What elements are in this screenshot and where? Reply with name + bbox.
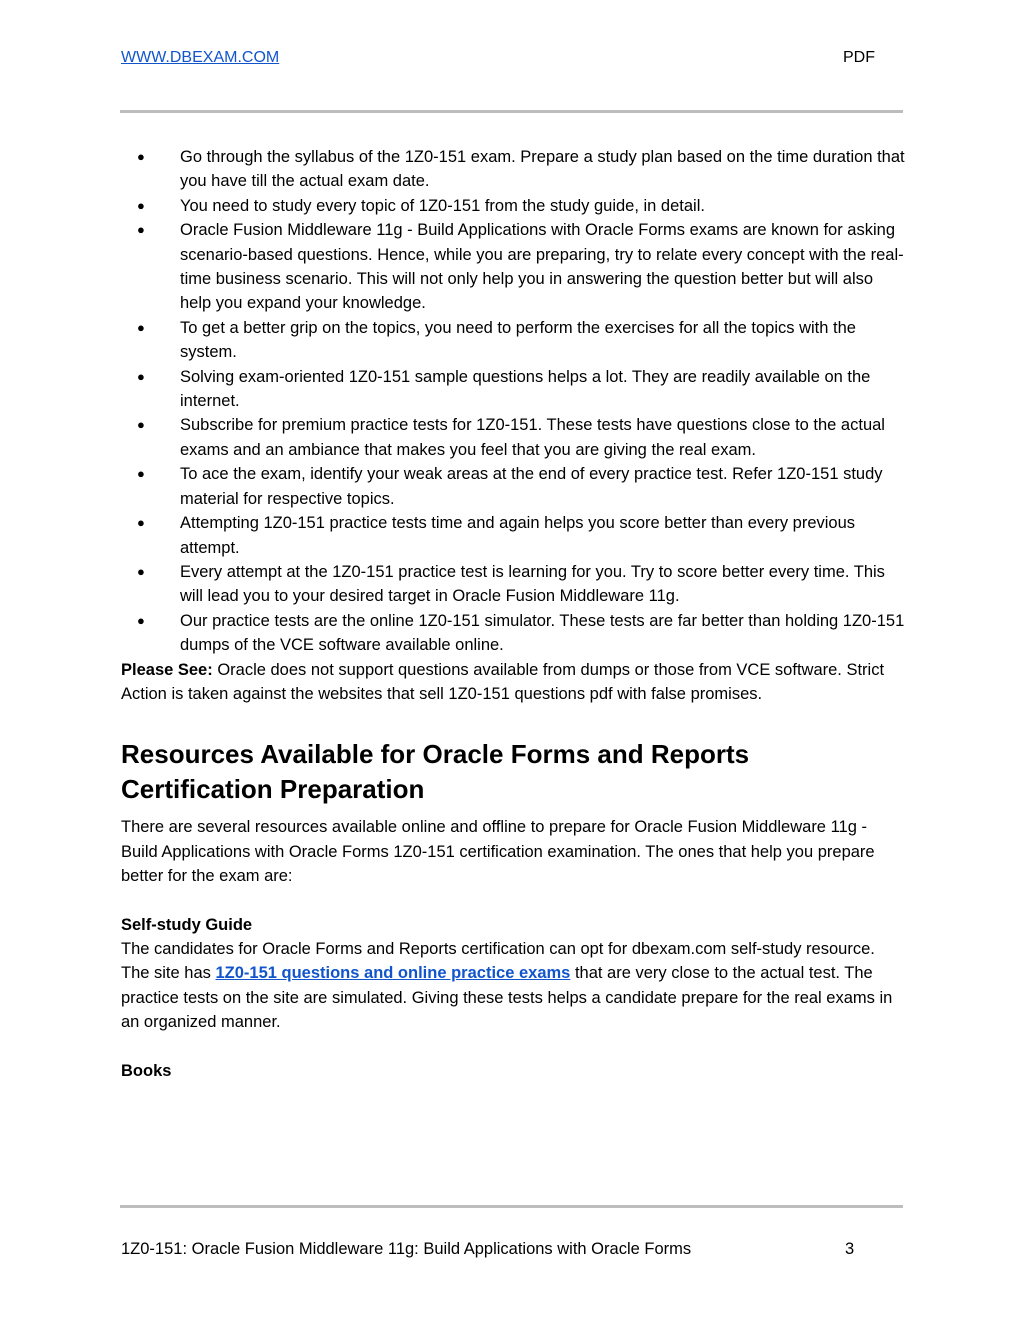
note-paragraph — [121, 658, 906, 707]
bullet-icon: ● — [137, 149, 145, 164]
site-link[interactable]: WWW.DBEXAM.COM — [121, 49, 280, 66]
format-label: PDF — [843, 49, 875, 66]
bullet-icon: ● — [137, 319, 145, 335]
footer-divider — [120, 1205, 903, 1208]
list-item: ● To get a better grip on the topics, you need to perform the exercises for all the topics with the system. — [121, 316, 906, 365]
study-tips-list — [121, 145, 906, 658]
page-content — [121, 145, 906, 1083]
note-text: Oracle does not support questions available from dumps or those from VCE software. Strict Action is taken against the websites that sell 1Z0-151 questions pdf with false promises. — [121, 660, 885, 703]
section-intro: There are several resources available online and offline to prepare for Oracle Fusion Middleware 11g - Build Applications with Oracle Forms 1Z0-151 certification examination. The ones that help you prepare better for the exam are: — [121, 818, 875, 886]
books-title: Books — [121, 1061, 172, 1080]
footer-title: 1Z0-151: Oracle Fusion Middleware 11g: Build Applications with Oracle Forms — [121, 1240, 692, 1258]
bullet-icon: ● — [137, 563, 145, 579]
practice-exams-link[interactable]: 1Z0-151 questions and online practice exams — [215, 964, 571, 983]
bullet-icon: ● — [137, 417, 145, 433]
bullet-icon: ● — [137, 466, 145, 482]
list-item: ● Subscribe for premium practice tests for 1Z0-151. These tests have questions close to the actual exams and an ambiance that makes you feel that you are giving the real exam. — [121, 413, 906, 462]
bullet-icon: ● — [137, 368, 145, 384]
bullet-icon: ● — [137, 515, 145, 531]
list-item: ● Our practice tests are the online 1Z0-151 simulator. These tests are far better than holding 1Z0-151 dumps of the VCE software available online. — [121, 609, 906, 658]
note-label: Please See: — [121, 660, 213, 679]
list-item: ● To ace the exam, identify your weak areas at the end of every practice test. Refer 1Z0-151 study material for respective topics. — [121, 462, 906, 511]
section-heading: Resources Available for Oracle Forms and Reports Certification Preparation — [121, 739, 750, 805]
list-item: ● Oracle Fusion Middleware 11g - Build Applications with Oracle Forms exams are known for asking scenario-based questions. Hence, while you are preparing, try to relate every concept with the real-time business scenario. This will not only help you in answering the question better but will also help you expand your knowledge. — [121, 218, 906, 316]
header-divider — [120, 110, 903, 113]
self-study-title: Self-study Guide — [121, 915, 253, 934]
bullet-icon: ● — [137, 197, 145, 213]
bullet-icon: ● — [137, 222, 145, 238]
list-item: ● You need to study every topic of 1Z0-151 from the study guide, in detail. — [121, 194, 906, 218]
list-item: ● Solving exam-oriented 1Z0-151 sample questions helps a lot. They are readily available on the internet. — [121, 365, 906, 414]
list-item: ● Go through the syllabus of the 1Z0-151 exam. Prepare a study plan based on the time duration that you have till the actual exam date. — [121, 145, 906, 194]
bullet-icon: ● — [137, 612, 145, 628]
page-number: 3 — [845, 1240, 855, 1258]
self-study-paragraph: The candidates for Oracle Forms and Reports certification can opt for dbexam.com self-study resource. The site has 1Z0-151 questions and online practice exams that are very close to the actual test. The practice tests on the site are simulated. Giving these tests helps a candidate prepare for the real exams in an organized manner. — [121, 939, 893, 1032]
list-item: ● Attempting 1Z0-151 practice tests time and again helps you score better than every previous attempt. — [121, 511, 906, 560]
list-item: ● Every attempt at the 1Z0-151 practice test is learning for you. Try to score better every time. This will lead you to your desired target in Oracle Fusion Middleware 11g. — [121, 560, 906, 609]
